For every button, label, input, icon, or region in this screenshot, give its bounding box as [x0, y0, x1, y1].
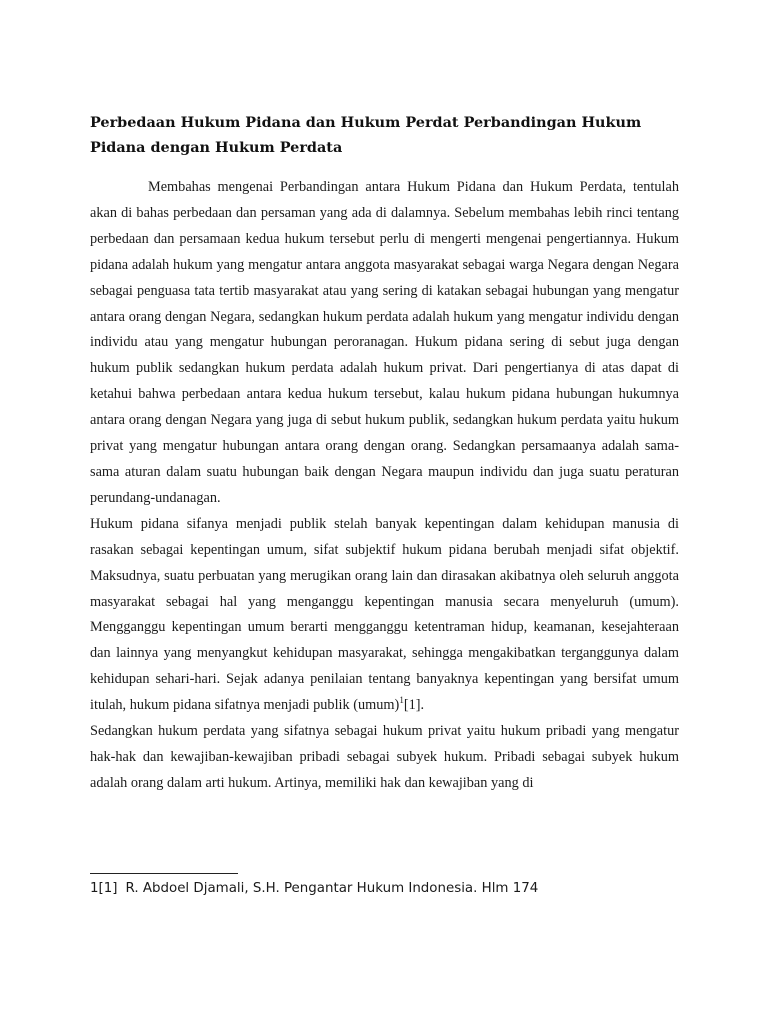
paragraph-2	[90, 512, 679, 719]
footnote	[90, 879, 690, 899]
footnote-reference[interactable]: [1].	[403, 697, 425, 714]
footnote-text: R. Abdoel Djamali, S.H. Pengantar Hukum Indonesia. Hlm 174	[125, 881, 539, 896]
paragraph-3: Sedangkan hukum perdata yang sifatnya sebagai hukum privat yaitu hukum pribadi yang mengatur hak-hak dan kewajiban-kewajiban pribadi sebagai subyek hukum. Pribadi sebagai subyek hukum adalah orang dalam arti hukum. Artinya, memiliki hak dan kewajiban yang di	[90, 723, 679, 791]
document-title: Perbedaan Hukum Pidana dan Hukum Perdat Perbandingan Hukum Pidana dengan Hukum Perdata	[90, 114, 642, 156]
paragraph-1: Membahas mengenai Perbandingan antara Hukum Pidana dan Hukum Perdata, tentulah akan di bahas perbedaan dan persaman yang ada di dalamnya. Sebelum membahas lebih rinci tentang perbedaan dan persamaan kedua hukum tersebut perlu di mengerti mengenai pengertiannya. Hukum pidana adalah hukum yang mengatur antara anggota masyarakat sebagai warga Negara dengan Negara sebagai penguasa tata tertib masyarakat atau yang sering di katakan sebagai hubungan yang mengatur antara orang dengan Negara, sedangkan hukum perdata adalah hukum yang mengatur individu dengan individu atau yang mengatur hubungan peroranagan. Hukum pidana sering di sebut juga dengan hukum publik sedangkan hukum perdata adalah hukum privat. Dari pengertianya di atas dapat di ketahui bahwa perbedaan antara kedua hukum tersebut, kalau hukum pidana hubungan hukumnya antara orang dengan Negara yang juga di sebut hukum publik, sedangkan hukum perdata yaitu hukum privat yang mengatur hubungan antara orang dengan orang. Sedangkan persamaanya adalah sama-sama aturan dalam suatu hubungan baik dengan Negara maupun individu dan juga suatu peraturan perundang-undanagan.	[90, 179, 679, 506]
footnote-number: 1[1]	[90, 881, 118, 896]
footnote-superscript[interactable]: 1	[399, 695, 404, 706]
footnote-separator	[90, 873, 238, 874]
paragraph-2-text: Hukum pidana sifanya menjadi publik stelah banyak kepentingan dalam kehidupan manusia di rasakan sebagai kepentingan umum, sifat subjektif hukum pidana berubah menjadi sifat objektif. Maksudnya, suatu perbuatan yang merugikan orang lain dan dirasakan akibatnya oleh seluruh anggota masyarakat sebagai hal yang menganggu kepentingan manusia secara menyeluruh (umum). Mengganggu kepentingan umum berarti mengganggu ketentraman hidup, keamanan, kesejahteraan dan lainnya yang menyangkut kehidupan masyarakat, sehingga mengakibatkan terganggunya dalam kehidupan sehari-hari. Sejak adanya penilaian tentang banyaknya kepentingan yang bersifat umum itulah, hukum pidana sifatnya menjadi publik (umum)	[90, 515, 679, 714]
document-body	[90, 175, 679, 797]
